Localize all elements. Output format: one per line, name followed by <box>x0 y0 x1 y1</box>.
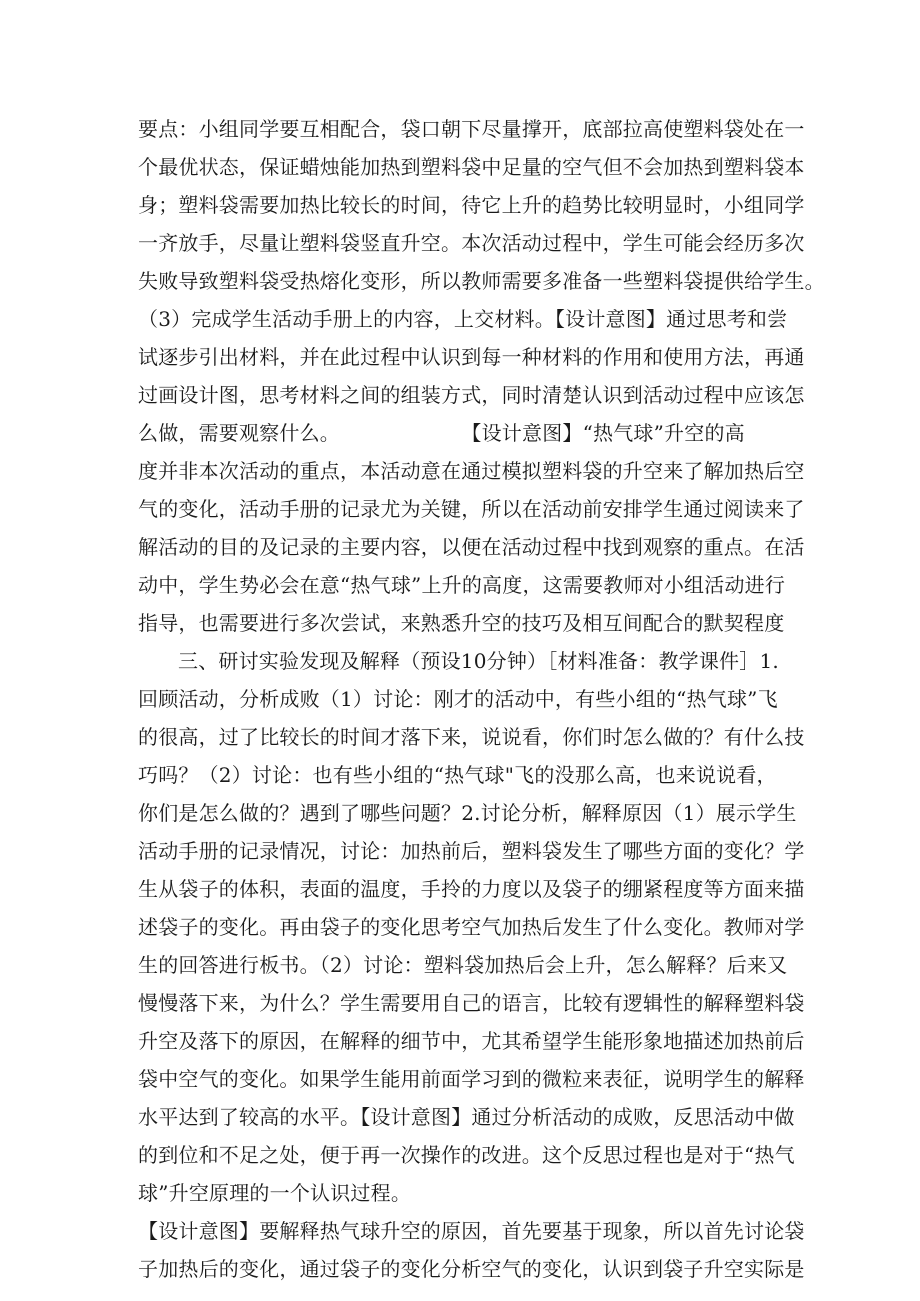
text-line: 你们是怎么做的？遇到了哪些问题？2.讨论分析，解释原因（1）展示学生 <box>138 801 797 825</box>
text-line: 的到位和不足之处，便于再一次操作的改进。这个反思过程也是对于“热气 <box>138 1143 795 1167</box>
text-line: （3）完成学生活动手册上的内容，上交材料。【设计意图】通过思考和尝 <box>138 307 788 331</box>
text-line: 过画设计图，思考材料之间的组装方式，同时清楚认识到活动过程中应该怎 <box>138 383 805 407</box>
text-line: 要点：小组同学要互相配合，袋口朝下尽量撑开，底部拉高使塑料袋处在一 <box>138 117 805 141</box>
text-line: 身；塑料袋需要加热比较长的时间，待它上升的趋势比较明显时，小组同学 <box>138 193 805 217</box>
text-line: 【设计意图】要解释热气球升空的原因，首先要基于现象，所以首先讨论袋 <box>138 1219 805 1243</box>
text-line: 活动手册的记录情况，讨论：加热前后，塑料袋发生了哪些方面的变化？学 <box>138 839 805 863</box>
text-line: 回顾活动，分析成败（1）讨论：刚才的活动中，有些小组的“热气球”飞 <box>138 687 778 711</box>
text-line: 指导，也需要进行多次尝试，来熟悉升空的技巧及相互间配合的默契程度 <box>138 611 785 635</box>
text-line: 试逐步引出材料，并在此过程中认识到每一种材料的作用和使用方法，再通 <box>138 345 805 369</box>
text-line: 一齐放手，尽量让塑料袋竖直升空。本次活动过程中，学生可能会经历多次 <box>138 231 805 255</box>
text-line: 生的回答进行板书。（2）讨论：塑料袋加热后会上升，怎么解释？后来又 <box>138 953 788 977</box>
text-line: 袋中空气的变化。如果学生能用前面学习到的微粒来表征，说明学生的解释 <box>138 1067 805 1091</box>
text-line: 解活动的目的及记录的主要内容，以便在活动过程中找到观察的重点。在活 <box>138 535 805 559</box>
text-line: 么做，需要观察什么。 【设计意图】“热气球”升空的高 <box>138 421 745 445</box>
text-line: 度并非本次活动的重点，本活动意在通过模拟塑料袋的升空来了解加热后空 <box>138 459 805 483</box>
text-line: 子加热后的变化，通过袋子的变化分析空气的变化，认识到袋子升空实际是 <box>138 1257 805 1281</box>
text-line: 水平达到了较高的水平。【设计意图】通过分析活动的成败，反思活动中做 <box>138 1105 795 1129</box>
text-line: 生从袋子的体积，表面的温度，手拎的力度以及袋子的绷紧程度等方面来描 <box>138 877 805 901</box>
section-heading-line: 三、研讨实验发现及解释（预设10分钟）［材料准备：教学课件］1. <box>178 649 779 673</box>
text-line: 失败导致塑料袋受热熔化变形，所以教师需要多准备一些塑料袋提供给学生。 <box>138 269 825 293</box>
text-line: 慢慢落下来，为什么？学生需要用自己的语言，比较有逻辑性的解释塑料袋 <box>138 991 805 1015</box>
text-line: 巧吗？（2）讨论：也有些小组的“热气球"飞的没那么高，也来说说看， <box>138 763 777 787</box>
text-line: 述袋子的变化。再由袋子的变化思考空气加热后发生了什么变化。教师对学 <box>138 915 805 939</box>
text-line: 升空及落下的原因，在解释的细节中，尤其希望学生能形象地描述加热前后 <box>138 1029 805 1053</box>
text-line: 个最优状态，保证蜡烛能加热到塑料袋中足量的空气但不会加热到塑料袋本 <box>138 155 805 179</box>
text-line: 动中，学生势必会在意“热气球”上升的高度，这需要教师对小组活动进行 <box>138 573 786 597</box>
text-line: 的很高，过了比较长的时间才落下来，说说看，你们时怎么做的？有什么技 <box>138 725 805 749</box>
text-line: 球”升空原理的一个认识过程。 <box>138 1181 412 1205</box>
text-line: 气的变化，活动手册的记录尤为关键，所以在活动前安排学生通过阅读来了 <box>138 497 805 521</box>
